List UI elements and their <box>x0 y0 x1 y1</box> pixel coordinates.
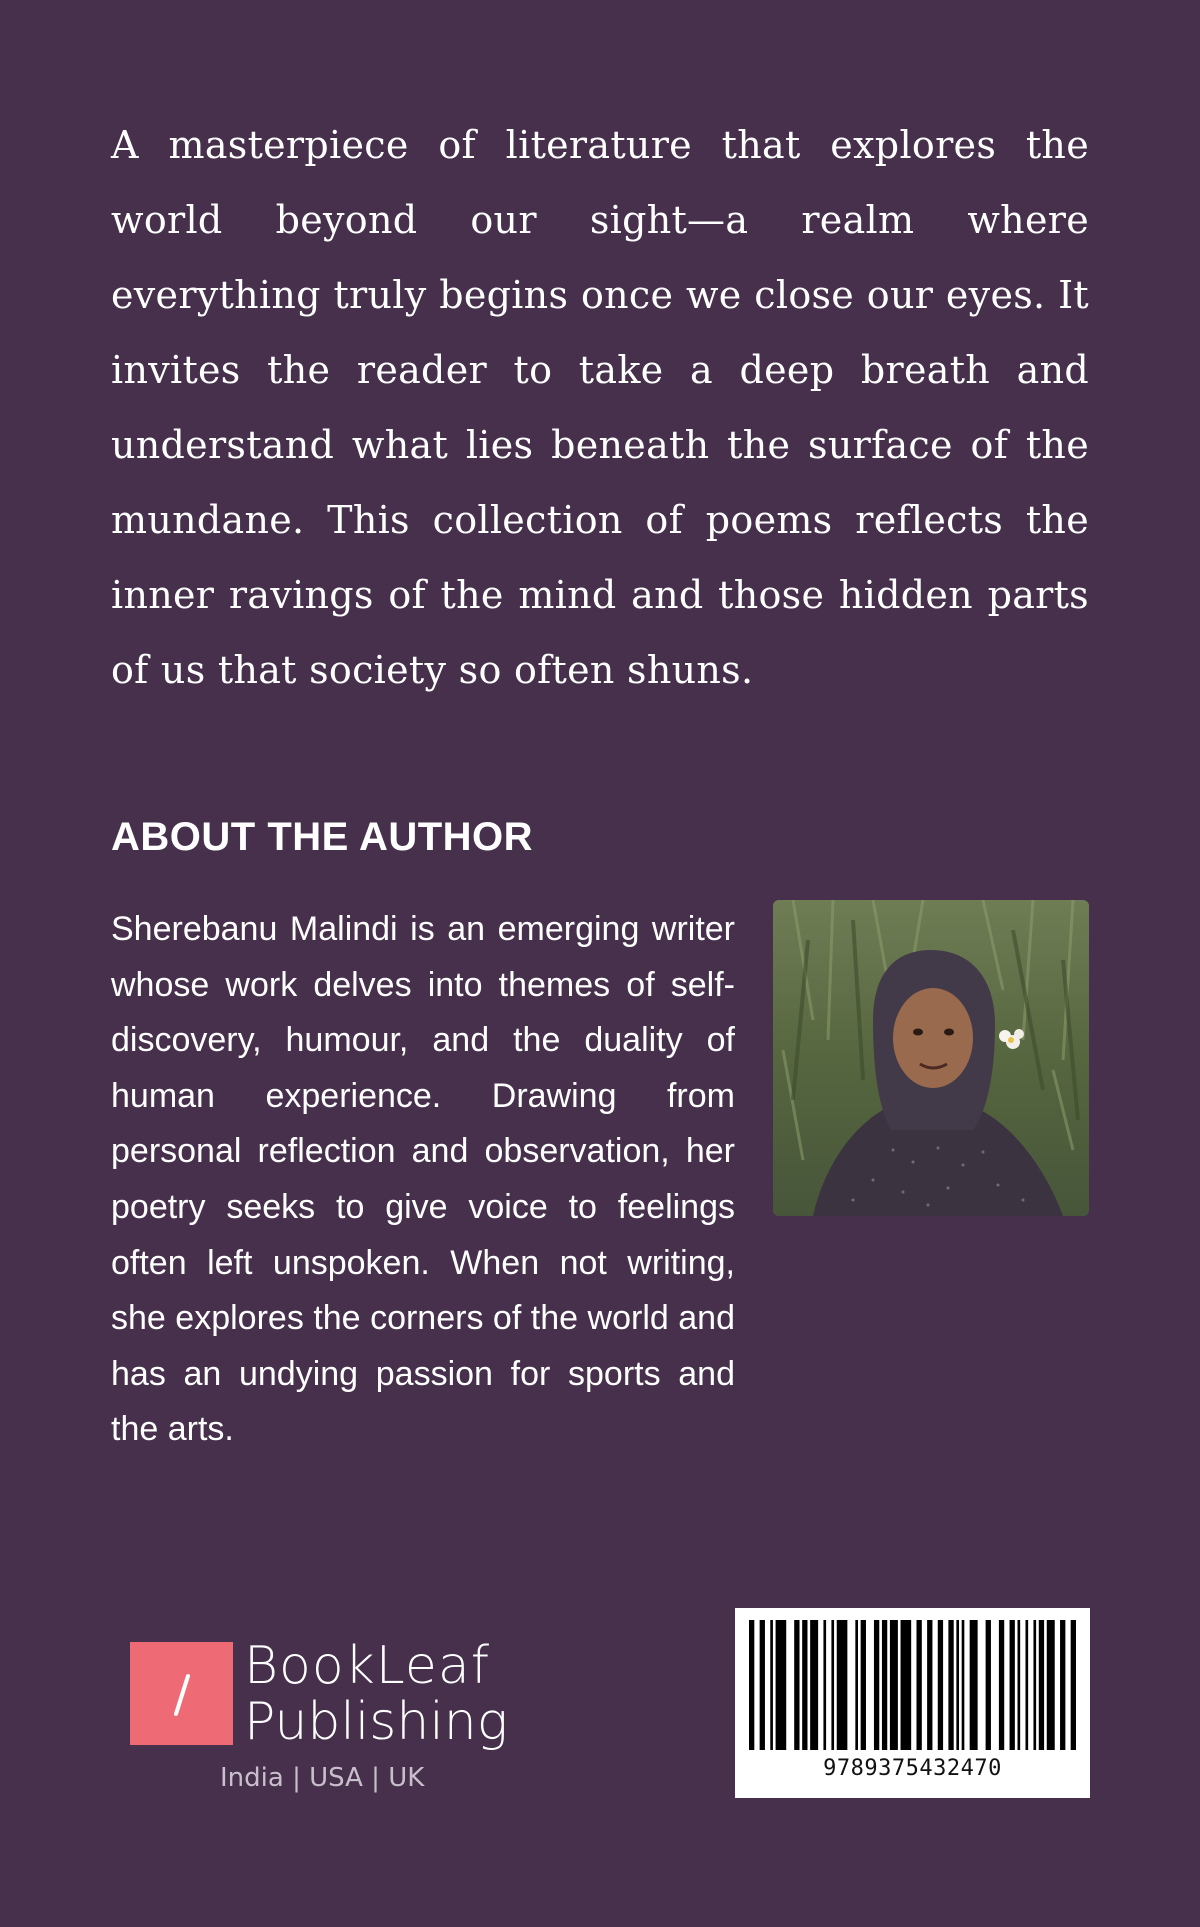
barcode-bar <box>1033 1620 1036 1750</box>
author-bio: Sherebanu Malindi is an emerging writer whose work delves into themes of self-discovery, humour, and the duality of human experience. Drawing from personal reflection and observation, her poetry seeks to give voice to feelings often left unspoken. When not writing, she explores the corners of the world and has an undying passion for sports and the arts. <box>111 910 735 1449</box>
author-portrait-illustration <box>773 900 1089 1216</box>
barcode-bar <box>874 1620 879 1750</box>
barcode-bar <box>882 1620 887 1750</box>
barcode-bar <box>1060 1620 1065 1750</box>
barcode-bar <box>770 1620 773 1750</box>
publisher-name-line1: BookLeaf <box>244 1636 491 1696</box>
barcode-bar <box>1039 1620 1044 1750</box>
barcode-bar <box>794 1620 799 1750</box>
publisher-name-line2: Publishing <box>244 1692 508 1752</box>
isbn-number: 9789375432470 <box>823 1756 1002 1781</box>
isbn-barcode <box>735 1608 1090 1798</box>
barcode-bar <box>927 1620 932 1750</box>
publisher-regions: India | USA | UK <box>220 1763 425 1793</box>
barcode-bar <box>956 1620 959 1750</box>
barcode-bar <box>890 1620 898 1750</box>
barcode-bar <box>749 1620 754 1750</box>
author-photo <box>773 900 1089 1216</box>
barcode-bar <box>855 1620 858 1750</box>
barcode-bar <box>802 1620 807 1750</box>
barcode-bar <box>901 1620 912 1750</box>
publisher-logo <box>130 1636 530 1793</box>
barcode-bar <box>970 1620 978 1750</box>
barcode-bar <box>1071 1620 1076 1750</box>
barcode-bar <box>776 1620 787 1750</box>
barcode-bar <box>916 1620 921 1750</box>
barcode-bar <box>986 1620 991 1750</box>
barcode-bar <box>948 1620 953 1750</box>
barcode-bar <box>861 1620 866 1750</box>
about-author-heading: ABOUT THE AUTHOR <box>111 815 534 859</box>
barcode-bar <box>1018 1620 1021 1750</box>
barcode-bar <box>760 1620 765 1750</box>
barcode-bar <box>837 1620 848 1750</box>
barcode-bars <box>749 1620 1076 1750</box>
barcode-bar <box>823 1620 826 1750</box>
slash-icon <box>130 1642 233 1745</box>
barcode-bar <box>1047 1620 1055 1750</box>
barcode-bar <box>831 1620 834 1750</box>
barcode-bar <box>999 1620 1004 1750</box>
book-blurb: A masterpiece of literature that explores the world beyond our sight—a realm where everything truly begins once we close our eyes. It invites the reader to take a deep breath and understand what lies beneath the surface of the mundane. This collection of poems reflects the inner ravings of the mind and those hidden parts of us that society so often shuns. <box>111 123 1089 692</box>
barcode-bar <box>1010 1620 1015 1750</box>
barcode-bar <box>938 1620 943 1750</box>
barcode-bar <box>810 1620 818 1750</box>
barcode-bar <box>962 1620 965 1750</box>
barcode-bar <box>1025 1620 1028 1750</box>
